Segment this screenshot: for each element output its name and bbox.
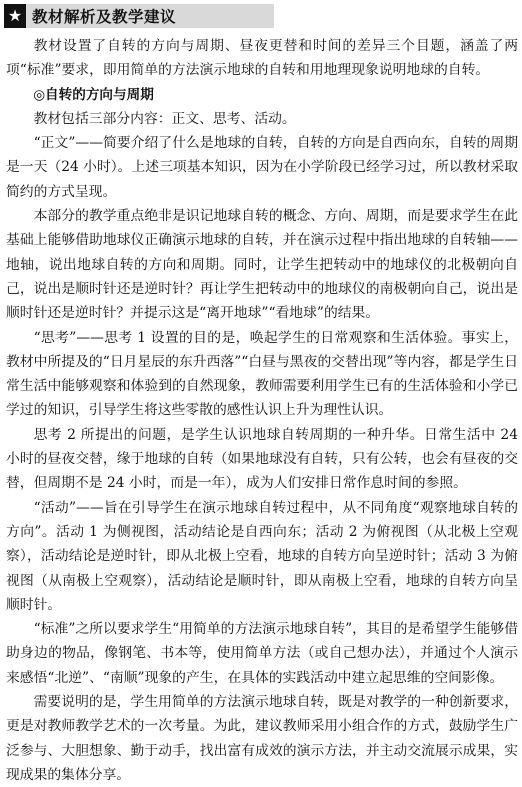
paragraph-contents: 教材包括三部分内容：正文、思考、活动。 — [33, 110, 296, 127]
paragraph-thinking-2: 思考 2 所提出的问题，是学生认识地球自转周期的一种升华。日常生活中 24 小时的昼夜交替，缘于地球的自转（如果地球没有自转，只有公转，也会有昼夜的交替，但周期不是 24 小时，而是一年），成为人们安排日常作息时间的参照。 — [6, 426, 518, 492]
section-header — [4, 4, 274, 28]
paragraph-intro: 教材设置了自转的方向与周期、昼夜更替和时间的差异三个目题，涵盖了两项“标准”要求，即用简单的方法演示地球的自转和用地理现象说明地球的自转。 — [6, 38, 518, 79]
paragraph-activity: “活动”——旨在引导学生在演示地球自转过程中，从不同角度“观察地球自转的方向”。活动 1 为侧视图，活动结论是自西向东；活动 2 为俯视图（从北极上空观察），活动结论是逆时针，即从北极上空看，地球的自转方向呈逆时针；活动 3 为俯视图（从南极上空观察），活动结论是顺时针，即从南极上空看，地球的自转方向呈顺时针。 — [6, 499, 518, 613]
paragraph-main-text: “正文”——简要介绍了什么是地球的自转，自转的方向是自西向东，自转的周期是一天（24 小时）。上述三项基本知识，因为在小学阶段已经学习过，所以教材采取简约的方式呈现。 — [6, 135, 518, 200]
paragraph-thinking-1: “思考”——思考 1 设置的目的是，唤起学生的日常观察和生活体验。事实上，教材中所提及的“日月星辰的东升西落”“白昼与黑夜的交替出现”等内容，都是学生日常生活中能够观察和体验到的自然现象，教师需要利用学生已有的生活体验和小学已学过的知识，引导学生将这些零散的感性认识上升为理性认识。 — [6, 329, 518, 419]
paragraph-teaching-focus: 本部分的教学重点绝非是识记地球自转的概念、方向、周期，而是要求学生在此基础上能够借助地球仪正确演示地球的自转，并在演示过程中指出地球的自转轴——地轴，说出地球自转的方向和周期。同时，让学生把转动中的地球仪的北极朝向自己，说出是顺时针还是逆时针？再让学生把转动中的地球仪的南极朝向自己，说出是顺时针还是逆时针？并提示这是“离开地球”“看地球”的结果。 — [6, 208, 518, 322]
paragraph-standard: “标准”之所以要求学生“用简单的方法演示地球自转”，其目的是希望学生能够借助身边的物品，像钢笔、书本等，使用简单方法（或自己想办法），并通过个人演示来感悟“北逆”、“南顺”现象的产生，在具体的实践活动中建立起思维的空间影像。 — [6, 621, 518, 686]
black-star-icon: ★ — [4, 4, 26, 28]
article-body — [6, 34, 518, 787]
section-title: 教材解析及教学建议 — [32, 8, 177, 26]
subheading: ◎自转的方向与周期 — [33, 86, 154, 103]
paragraph-note: 需要说明的是，学生用简单的方法演示地球自转，既是对教学的一种创新要求，更是对教师教学艺术的一次考量。为此，建议教师采用小组合作的方式，鼓励学生广泛参与、大胆想象、勤于动手，找出富有成效的演示方法，并主动交流展示成果，实现成果的集体分享。 — [6, 694, 518, 783]
